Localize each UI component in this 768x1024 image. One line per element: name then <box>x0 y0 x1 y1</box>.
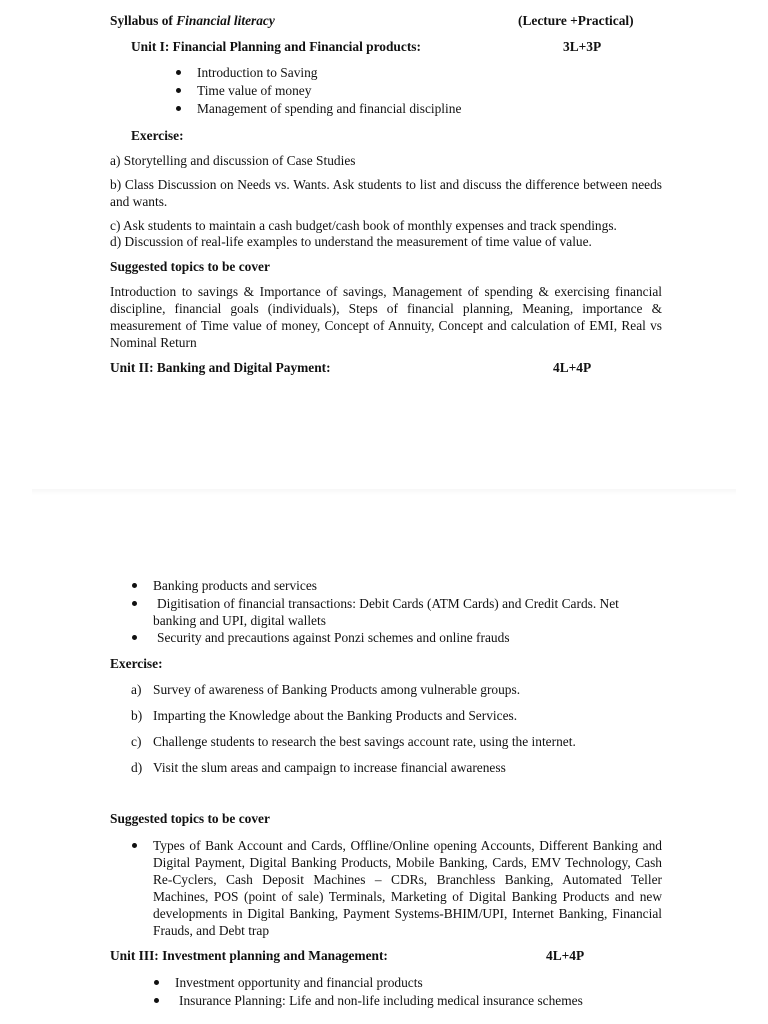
bullet-icon <box>154 980 159 985</box>
syllabus-prefix: Syllabus of <box>110 13 177 28</box>
exercise-label: d) <box>131 760 143 775</box>
bullet-icon <box>132 601 137 606</box>
list-item: Security and precautions against Ponzi schemes and online frauds <box>157 630 510 645</box>
unit1-exercise-d: d) Discussion of real-life examples to understand the measurement of time value of value. <box>110 234 592 249</box>
unit2-exercise-heading: Exercise: <box>110 656 163 671</box>
unit1-topics-text: Introduction to savings & Importance of savings, Management of spending & exercising financial discipline, financial goals (individuals), Steps of financial planning, Meaning, importance & measurement of Time value of money, Concept of Annuity, Concept and calculation of EMI, Real vs Nominal Return <box>110 284 662 350</box>
list-item: Insurance Planning: Life and non-life including medical insurance schemes <box>179 993 583 1008</box>
bullet-icon <box>132 843 137 848</box>
list-item: Investment opportunity and financial products <box>175 975 423 990</box>
exercise-text: Visit the slum areas and campaign to increase financial awareness <box>153 760 506 775</box>
exercise-text: Challenge students to research the best savings account rate, using the internet. <box>153 734 576 749</box>
unit1-hours: 3L+3P <box>563 39 602 54</box>
unit1-title: Unit I: Financial Planning and Financial products: <box>131 39 421 54</box>
exercise-label: a) <box>131 682 142 697</box>
unit3-title: Unit III: Investment planning and Management: <box>110 948 388 963</box>
list-item: Management of spending and financial discipline <box>197 101 462 116</box>
bullet-icon <box>176 70 181 75</box>
exercise-text: Imparting the Knowledge about the Banking Products and Services. <box>153 708 518 723</box>
unit1-exercise-a: a) Storytelling and discussion of Case Studies <box>110 153 356 168</box>
unit1-exercise-heading: Exercise: <box>131 128 184 143</box>
course-mode: (Lecture +Practical) <box>518 13 634 28</box>
bullet-icon <box>154 998 159 1003</box>
unit2-topics-text: Types of Bank Account and Cards, Offline/Online opening Accounts, Different Banking and Digital Payment, Digital Banking Products, Mobile Banking, Cards, EMV Technology, Cash Re-Cyclers, Cash Deposit Machines – CDRs, Branchless Banking, Automated Teller Machines, POS (point of sale) Terminals, Marketing of Digital Banking Products and new developments in Digital Banking, Payment Systems-BHIM/UPI, Internet Banking, Financial Frauds, and Debt trap <box>153 838 662 938</box>
unit2-title: Unit II: Banking and Digital Payment: <box>110 360 331 375</box>
unit2-topics-heading: Suggested topics to be cover <box>110 811 270 826</box>
bullet-icon <box>132 583 137 588</box>
page-break <box>32 489 736 495</box>
exercise-text: Survey of awareness of Banking Products among vulnerable groups. <box>153 682 521 697</box>
bullet-icon <box>132 635 137 640</box>
list-item: Introduction to Saving <box>197 65 318 80</box>
list-item: Banking products and services <box>153 578 317 593</box>
exercise-label: c) <box>131 734 142 749</box>
list-item: Time value of money <box>197 83 312 98</box>
syllabus-heading <box>110 12 275 29</box>
list-item: Digitisation of financial transactions: Debit Cards (ATM Cards) and Credit Cards. Net banking and UPI, digital wallets <box>153 596 619 628</box>
unit3-hours: 4L+4P <box>546 948 585 963</box>
unit2-hours: 4L+4P <box>553 360 592 375</box>
unit1-exercise-b: b) Class Discussion on Needs vs. Wants. Ask students to list and discuss the difference between needs and wants. <box>110 177 662 209</box>
unit1-exercise-c: c) Ask students to maintain a cash budget/cash book of monthly expenses and track spendings. <box>110 218 617 233</box>
bullet-icon <box>176 88 181 93</box>
exercise-label: b) <box>131 708 143 723</box>
unit1-topics-heading: Suggested topics to be cover <box>110 259 270 274</box>
syllabus-subject: Financial literacy <box>176 13 275 28</box>
bullet-icon <box>176 106 181 111</box>
